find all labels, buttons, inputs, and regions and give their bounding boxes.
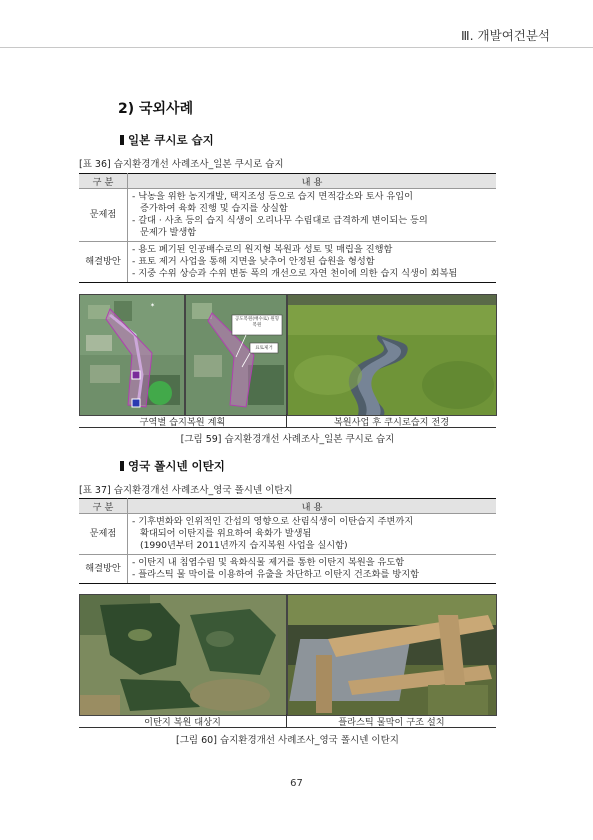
row-label: 해결방안 (79, 242, 128, 283)
peatland-aerial-photo (79, 594, 287, 716)
svg-text:✶: ✶ (150, 302, 156, 309)
uk-heading-text: 영국 폴시넨 이탄지 (128, 459, 225, 473)
content-line: - 표토 제거 사업을 통해 지면을 낮추어 안정된 습원을 형성함 (132, 256, 375, 267)
content-line: (1990년부터 2011년까지 습지복원 사업을 실시함) (140, 540, 348, 551)
row-content (128, 189, 497, 242)
restoration-map-image-2 (185, 294, 287, 416)
content-line: - 낙농을 위한 농지개발, 택지조성 등으로 습지 면적감소와 토사 유입이 (132, 191, 414, 202)
table-header-row (79, 174, 496, 189)
column-header: 구 분 (79, 174, 128, 189)
photo-caption: 복원사업 후 쿠시로습지 전경 (333, 417, 450, 428)
content-line: 확대되어 이탄지를 위요하여 육화가 발생됨 (140, 528, 312, 539)
uk-heading (120, 458, 225, 474)
content-line: - 플라스틱 물 막이를 이용하여 유출을 차단하고 이탄지 건조화를 방지함 (132, 569, 419, 580)
content-line: - 지중 수위 상승과 수위 변동 폭의 개선으로 자연 천이에 의한 습지 식생이 회복됨 (132, 268, 458, 279)
uk-table (79, 498, 496, 584)
header-divider (0, 47, 593, 48)
row-label: 해결방안 (79, 555, 128, 584)
restoration-map-image-1 (79, 294, 185, 416)
row-content (128, 514, 497, 555)
content-line: - 기후변화와 인위적인 간섭의 영향으로 산림식생이 이탄습지 주변까지 (132, 516, 414, 527)
japan-heading (120, 132, 214, 148)
content-line: - 용도 폐기된 인공배수로의 원지형 복원과 성토 및 매립을 진행함 (132, 244, 393, 255)
content-line: - 갈대 · 사초 등의 습지 식생이 오리나무 수림대로 급격하게 변이되는 등의 (132, 215, 428, 226)
row-content (128, 242, 497, 283)
japan-table-caption: [표 36] 습지환경개선 사례조사_일본 쿠시로 습지 (79, 159, 284, 170)
uk-photo-caption-row (79, 714, 496, 728)
row-label: 문제점 (79, 189, 128, 242)
table-row (79, 189, 496, 242)
table-row (79, 514, 496, 555)
section-title: 2) 국외사례 (118, 101, 194, 117)
column-header: 내 용 (128, 174, 497, 189)
table-row (79, 242, 496, 283)
table-row (79, 555, 496, 584)
table-header-row (79, 499, 496, 514)
content-line: 문제가 발생함 (140, 227, 197, 238)
content-line: 증가하여 육화 진행 및 습지를 상실함 (140, 203, 288, 214)
column-header: 내 용 (128, 499, 497, 514)
uk-table-caption: [표 37] 습지환경개선 사례조사_영국 폴시넨 이탄지 (79, 485, 293, 496)
photo-caption: 플라스틱 물막이 구조 설치 (338, 717, 445, 728)
row-content (128, 555, 497, 584)
page-number: 67 (290, 778, 303, 789)
column-header: 구 분 (79, 499, 128, 514)
heading-bullet-icon (120, 135, 124, 145)
photo-caption: 구역별 습지복원 계획 (139, 417, 226, 428)
japan-figure-caption: [그림 59] 습지환경개선 사례조사_일본 쿠시로 습지 (180, 434, 395, 445)
content-line: - 이탄지 내 침엽수림 및 육화식물 제거를 통한 이탄지 복원을 유도함 (132, 557, 405, 568)
plastic-dam-photo (287, 594, 497, 716)
row-label: 문제점 (79, 514, 128, 555)
heading-bullet-icon (120, 461, 124, 471)
chapter-header: Ⅲ. 개발여건분석 (460, 28, 550, 43)
japan-photo-caption-row (79, 414, 496, 428)
japan-table (79, 173, 496, 283)
photo-caption: 이탄지 복원 대상지 (144, 717, 221, 728)
map-label-drainage: 공도복원(배수로) 원형복원 (234, 317, 280, 328)
map-label-topsoil: 표토제거 (255, 346, 273, 351)
japan-heading-text: 일본 쿠시로 습지 (128, 133, 214, 147)
uk-figure-caption: [그림 60] 습지환경개선 사례조사_영국 폴시넨 이탄지 (176, 735, 399, 746)
kushiro-wetland-photo (287, 294, 497, 416)
